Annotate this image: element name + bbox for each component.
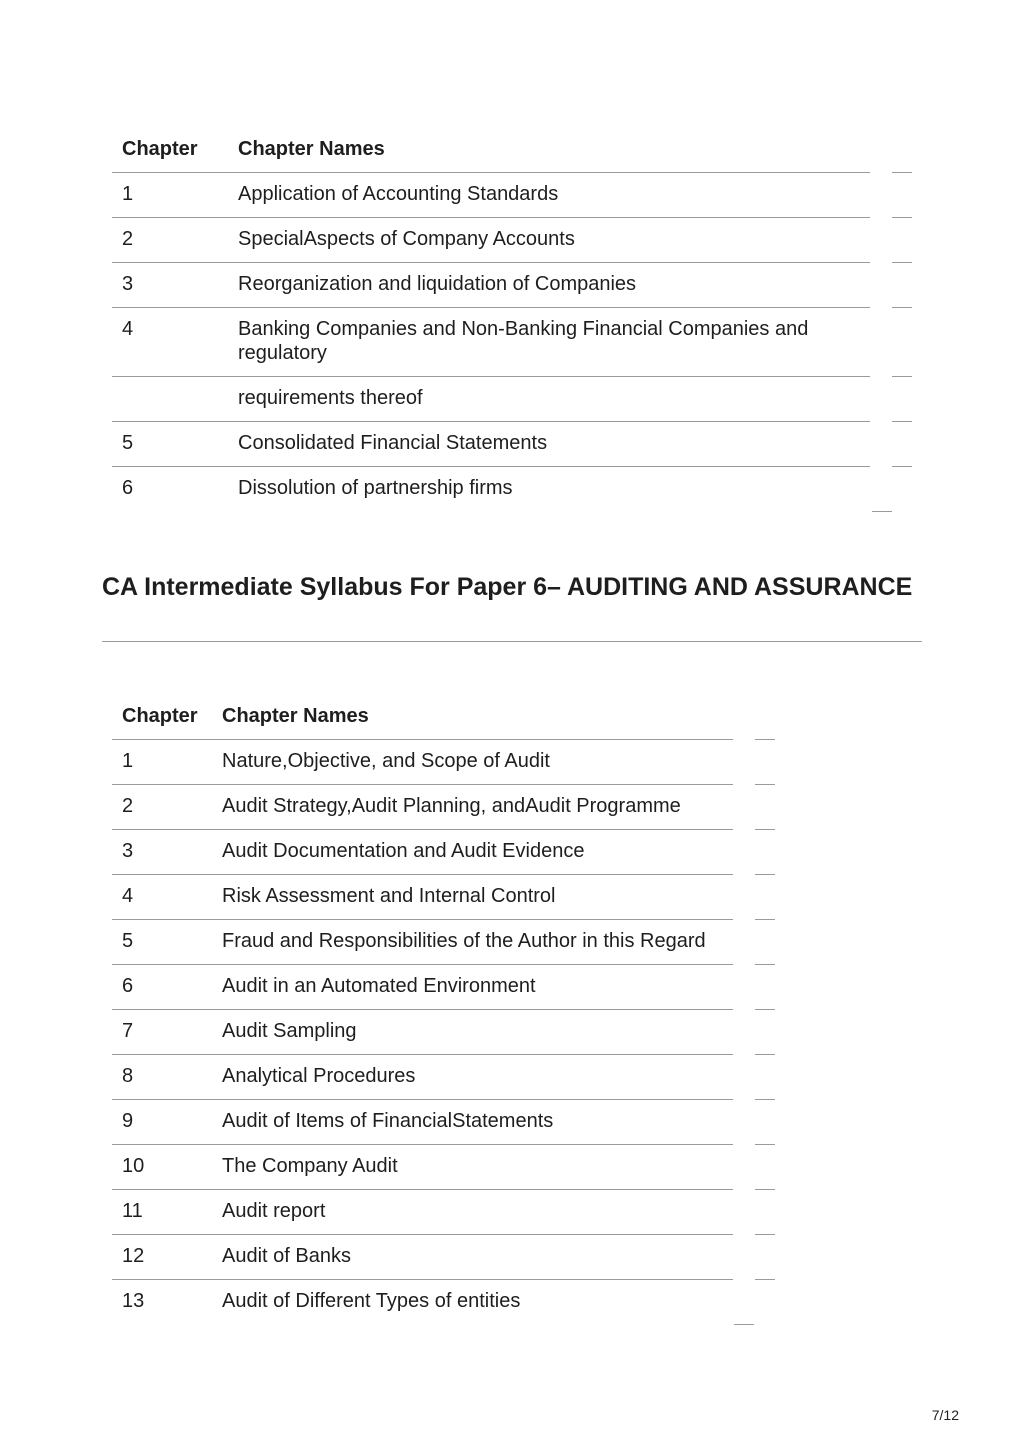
chapter-number: 3 bbox=[122, 840, 134, 862]
chapter-number: 5 bbox=[122, 930, 134, 952]
chapter-name: Fraud and Responsibilities of the Author in this Regard bbox=[222, 930, 706, 952]
row-divider bbox=[112, 376, 870, 377]
row-divider bbox=[112, 739, 733, 740]
table-header bbox=[112, 704, 369, 728]
table-row bbox=[112, 386, 912, 410]
row-divider bbox=[112, 1234, 733, 1235]
row-divider bbox=[112, 1279, 733, 1280]
row-divider bbox=[112, 307, 870, 308]
table-row bbox=[112, 1019, 792, 1043]
chapter-name: Audit Sampling bbox=[222, 1020, 357, 1042]
section-heading: CA Intermediate Syllabus For Paper 6– AUDITING AND ASSURANCE bbox=[102, 573, 913, 601]
table-row bbox=[112, 929, 792, 953]
row-divider bbox=[112, 421, 870, 422]
row-tick-mark bbox=[755, 1099, 775, 1100]
row-divider bbox=[112, 1054, 733, 1055]
chapter-name: Audit of Different Types of entities bbox=[222, 1290, 521, 1312]
chapter-name: Audit Strategy,Audit Planning, andAudit Programme bbox=[222, 795, 681, 817]
chapter-number: 5 bbox=[122, 432, 134, 454]
chapter-name: SpecialAspects of Company Accounts bbox=[238, 228, 575, 250]
row-divider bbox=[112, 1189, 733, 1190]
table-row bbox=[112, 794, 792, 818]
row-divider bbox=[112, 784, 733, 785]
table-row bbox=[112, 182, 912, 206]
row-divider bbox=[112, 172, 870, 173]
chapter-number: 11 bbox=[122, 1200, 143, 1222]
row-tick-mark bbox=[892, 172, 912, 173]
chapter-number: 6 bbox=[122, 975, 134, 997]
chapter-name: Audit of Banks bbox=[222, 1245, 351, 1267]
table-row bbox=[112, 749, 792, 773]
row-tick-mark bbox=[755, 919, 775, 920]
table-row bbox=[112, 974, 792, 998]
chapter-number: 8 bbox=[122, 1065, 134, 1087]
row-divider bbox=[112, 1099, 733, 1100]
table-row bbox=[112, 1289, 792, 1313]
row-tick-mark bbox=[892, 466, 912, 467]
row-divider bbox=[112, 466, 870, 467]
chapter-name: Audit of Items of FinancialStatements bbox=[222, 1110, 554, 1132]
chapter-number: 10 bbox=[122, 1155, 145, 1177]
chapter-column-header: Chapter bbox=[122, 138, 198, 160]
table-row bbox=[112, 476, 912, 500]
chapter-number: 2 bbox=[122, 228, 134, 250]
table-row bbox=[112, 1244, 792, 1268]
chapter-number: 6 bbox=[122, 477, 134, 499]
row-tick-mark bbox=[892, 376, 912, 377]
chapter-number: 2 bbox=[122, 795, 134, 817]
chapter-number: 4 bbox=[122, 885, 134, 907]
row-tick-mark bbox=[734, 1324, 754, 1325]
chapter-column-header: Chapter bbox=[122, 705, 198, 727]
table-row bbox=[112, 1199, 792, 1223]
table-row bbox=[112, 1154, 792, 1178]
chapter-name: Banking Companies and Non-Banking Financial Companies and regulatory bbox=[238, 318, 809, 364]
table-row bbox=[112, 884, 792, 908]
row-tick-mark bbox=[755, 964, 775, 965]
row-tick-mark bbox=[755, 1009, 775, 1010]
row-tick-mark bbox=[755, 1234, 775, 1235]
page-number: 7/12 bbox=[931, 1407, 959, 1423]
chapter-name: Audit Documentation and Audit Evidence bbox=[222, 840, 585, 862]
table-row bbox=[112, 839, 792, 863]
row-tick-mark bbox=[755, 1144, 775, 1145]
row-tick-mark bbox=[892, 262, 912, 263]
table-row bbox=[112, 1109, 792, 1133]
row-tick-mark bbox=[892, 307, 912, 308]
chapter-name: Audit report bbox=[222, 1200, 326, 1222]
row-divider bbox=[112, 874, 733, 875]
chapter-name: Risk Assessment and Internal Control bbox=[222, 885, 556, 907]
table-row bbox=[112, 431, 912, 455]
row-tick-mark bbox=[755, 1189, 775, 1190]
row-tick-mark bbox=[755, 739, 775, 740]
row-tick-mark bbox=[872, 511, 892, 512]
chapter-name: requirements thereof bbox=[238, 387, 423, 409]
row-tick-mark bbox=[892, 217, 912, 218]
chapter-name: The Company Audit bbox=[222, 1155, 398, 1177]
row-divider bbox=[112, 262, 870, 263]
table-header bbox=[112, 137, 385, 161]
row-divider bbox=[112, 964, 733, 965]
heading-divider bbox=[102, 641, 922, 642]
chapter-name: Nature,Objective, and Scope of Audit bbox=[222, 750, 550, 772]
chapter-number: 7 bbox=[122, 1020, 134, 1042]
row-divider bbox=[112, 217, 870, 218]
row-tick-mark bbox=[755, 784, 775, 785]
chapter-number bbox=[112, 386, 238, 410]
chapter-name: Reorganization and liquidation of Companies bbox=[238, 273, 637, 295]
chapter-name: Audit in an Automated Environment bbox=[222, 975, 536, 997]
table-row bbox=[112, 272, 912, 296]
row-tick-mark bbox=[755, 1279, 775, 1280]
chapter-name: Dissolution of partnership firms bbox=[238, 477, 513, 499]
table-row bbox=[112, 317, 912, 365]
row-tick-mark bbox=[755, 874, 775, 875]
row-tick-mark bbox=[755, 829, 775, 830]
table-row bbox=[112, 1064, 792, 1088]
chapter-number: 13 bbox=[122, 1290, 145, 1312]
table-row bbox=[112, 227, 912, 251]
chapter-number: 1 bbox=[122, 183, 134, 205]
chapter-number: 4 bbox=[122, 318, 134, 340]
chapter-number: 3 bbox=[122, 273, 134, 295]
chapter-name: Analytical Procedures bbox=[222, 1065, 416, 1087]
chapter-name: Application of Accounting Standards bbox=[238, 183, 559, 205]
row-divider bbox=[112, 829, 733, 830]
row-tick-mark bbox=[892, 421, 912, 422]
chapter-number: 9 bbox=[122, 1110, 134, 1132]
chapter-number: 12 bbox=[122, 1245, 145, 1267]
row-divider bbox=[112, 1009, 733, 1010]
row-divider bbox=[112, 919, 733, 920]
chapter-names-column-header: Chapter Names bbox=[222, 705, 369, 727]
row-tick-mark bbox=[755, 1054, 775, 1055]
chapter-number: 1 bbox=[122, 750, 134, 772]
chapter-names-column-header: Chapter Names bbox=[238, 138, 385, 160]
chapter-name: Consolidated Financial Statements bbox=[238, 432, 548, 454]
row-divider bbox=[112, 1144, 733, 1145]
